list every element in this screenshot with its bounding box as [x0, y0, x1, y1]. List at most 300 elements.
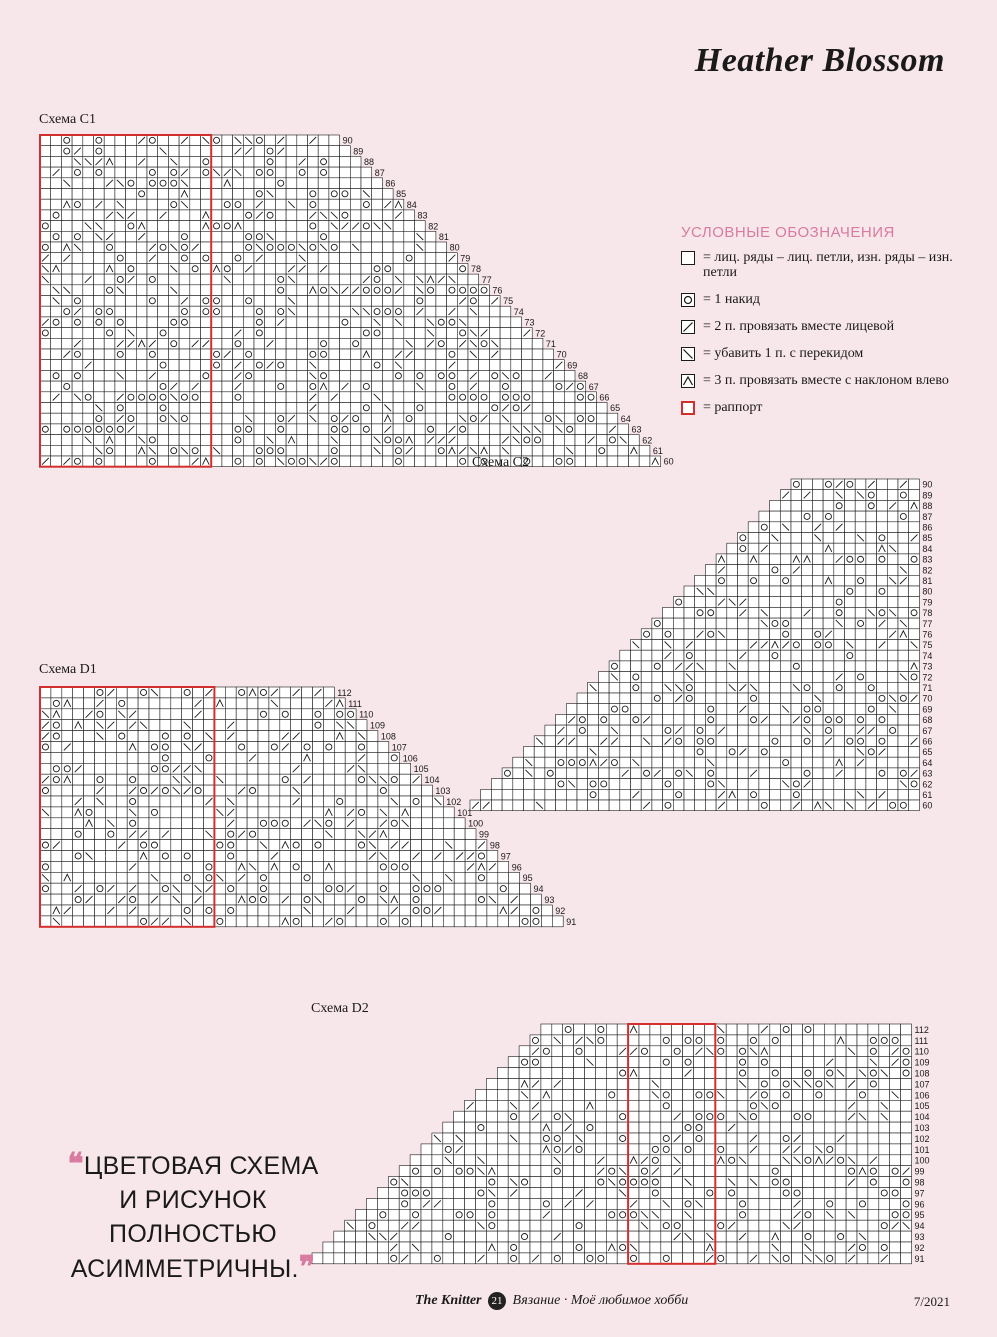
- yarn-over-icon: [530, 1057, 541, 1068]
- chart-cell: [104, 338, 115, 349]
- yarn-over-icon: [641, 629, 652, 640]
- chart-cell: [781, 1111, 792, 1122]
- chart-cell: [780, 543, 791, 554]
- chart-cell: [673, 779, 684, 790]
- k2tog-icon: [802, 490, 813, 501]
- chart-cell: [759, 693, 770, 704]
- yarn-over-icon: [168, 178, 179, 189]
- k2tog-icon: [345, 818, 356, 829]
- chart-cell: [302, 883, 313, 894]
- chart-cell: [770, 714, 781, 725]
- chart-cell: [726, 1144, 737, 1155]
- k2tog-icon: [465, 851, 476, 862]
- chart-cell: [171, 872, 182, 883]
- chart-cell: [147, 328, 158, 339]
- chart-cell: [265, 328, 276, 339]
- chart-cell: [683, 1253, 694, 1264]
- chart-cell: [824, 1220, 835, 1231]
- chart-cell: [780, 533, 791, 544]
- ssk-icon: [193, 763, 204, 774]
- yarn-over-icon: [845, 554, 856, 565]
- k3tog-icon: [61, 199, 72, 210]
- yarn-over-icon: [415, 370, 426, 381]
- chart-cell: [663, 672, 674, 683]
- chart-cell: [40, 435, 51, 446]
- k2tog-icon: [595, 1155, 606, 1166]
- chart-cell: [759, 1133, 770, 1144]
- chart-cell: [530, 1242, 541, 1253]
- chart-cell: [716, 682, 727, 693]
- yarn-over-icon: [411, 796, 422, 807]
- yarn-over-icon: [72, 231, 83, 242]
- k3tog-icon: [447, 445, 458, 456]
- chart-cell: [759, 1111, 770, 1122]
- chart-cell: [585, 1079, 596, 1090]
- chart-cell: [835, 1089, 846, 1100]
- chart-cell: [233, 242, 244, 253]
- chart-cell: [323, 796, 334, 807]
- yarn-over-icon: [411, 894, 422, 905]
- chart-cell: [415, 349, 426, 360]
- chart-cell: [334, 829, 345, 840]
- chart-cell: [436, 403, 447, 414]
- chart-cell: [511, 349, 522, 360]
- yarn-over-icon: [160, 785, 171, 796]
- chart-cell: [179, 263, 190, 274]
- chart-cell: [519, 1046, 530, 1057]
- yarn-over-icon: [265, 156, 276, 167]
- k3tog-icon: [425, 274, 436, 285]
- yarn-over-icon: [40, 242, 51, 253]
- chart-cell: [73, 709, 84, 720]
- yarn-over-icon: [617, 1242, 628, 1253]
- chart-cell: [265, 392, 276, 403]
- chart-cell: [136, 296, 147, 307]
- yarn-over-icon: [834, 500, 845, 511]
- row-number: 81: [438, 232, 449, 242]
- yarn-over-icon: [791, 661, 802, 672]
- chart-cell: [211, 210, 222, 221]
- chart-cell: [254, 413, 265, 424]
- legend-item-label: = 1 накид: [703, 292, 761, 307]
- chart-cell: [323, 687, 334, 698]
- chart-cell: [737, 1122, 748, 1133]
- chart-cell: [716, 586, 727, 597]
- ssk-icon: [297, 253, 308, 264]
- chart-cell: [447, 413, 458, 424]
- chart-cell: [845, 747, 856, 758]
- chart-cell: [243, 274, 254, 285]
- chart-cell: [222, 413, 233, 424]
- chart-cell: [609, 682, 620, 693]
- k3tog-icon: [84, 818, 95, 829]
- chart-cell: [802, 640, 813, 651]
- chart-cell: [620, 757, 631, 768]
- chart-cell: [759, 725, 770, 736]
- chart-cell: [247, 709, 258, 720]
- chart-cell: [508, 1122, 519, 1133]
- yarn-over-icon: [350, 413, 361, 424]
- yarn-over-icon: [179, 413, 190, 424]
- chart-cell: [738, 640, 749, 651]
- chart-cell: [563, 1057, 574, 1068]
- k2tog-icon: [554, 360, 565, 371]
- yarn-over-icon: [425, 285, 436, 296]
- chart-cell: [652, 704, 663, 715]
- k3tog-icon: [404, 435, 415, 446]
- ssk-icon: [171, 883, 182, 894]
- chart-cell: [748, 747, 759, 758]
- chart-cell: [511, 338, 522, 349]
- row-number: 86: [922, 522, 933, 533]
- chart-cell: [275, 156, 286, 167]
- chart-cell: [105, 774, 116, 785]
- ssk-icon: [901, 1220, 912, 1231]
- chart-cell: [388, 1209, 399, 1220]
- k3tog-icon: [812, 800, 823, 811]
- chart-cell: [211, 413, 222, 424]
- chart-cell: [243, 306, 254, 317]
- ssk-icon: [606, 1177, 617, 1188]
- chart-cell: [824, 1089, 835, 1100]
- row-number: 110: [914, 1046, 929, 1057]
- chart-cell: [813, 1111, 824, 1122]
- chart-cell: [866, 533, 877, 544]
- k2tog-icon: [508, 1188, 519, 1199]
- k3tog-icon: [136, 338, 147, 349]
- chart-cell: [211, 338, 222, 349]
- yarn-over-icon: [51, 698, 62, 709]
- chart-cell: [620, 725, 631, 736]
- chart-cell: [663, 661, 674, 672]
- ssk-icon: [225, 796, 236, 807]
- yarn-over-icon: [641, 768, 652, 779]
- chart-cell: [214, 709, 225, 720]
- row-number: 92: [914, 1242, 925, 1253]
- chart-cell: [606, 1122, 617, 1133]
- chart-cell: [323, 840, 334, 851]
- chart-cell: [297, 317, 308, 328]
- chart-cell: [748, 650, 759, 661]
- yarn-over-icon: [126, 263, 137, 274]
- chart-cell: [51, 306, 62, 317]
- chart-cell: [345, 872, 356, 883]
- chart-cell: [233, 445, 244, 456]
- yarn-over-icon: [661, 1133, 672, 1144]
- row-number: 85: [922, 533, 933, 544]
- chart-cell: [812, 500, 823, 511]
- chart-cell: [372, 242, 383, 253]
- chart-cell: [530, 1133, 541, 1144]
- ssk-icon: [868, 1057, 879, 1068]
- yarn-over-icon: [389, 752, 400, 763]
- chart-cell: [372, 403, 383, 414]
- k2tog-icon: [673, 661, 684, 672]
- yarn-over-icon: [73, 851, 84, 862]
- chart-cell: [855, 661, 866, 672]
- chart-cell: [759, 1144, 770, 1155]
- chart-cell: [95, 752, 106, 763]
- chart-cell: [770, 543, 781, 554]
- chart-cell: [126, 167, 137, 178]
- k2tog-icon: [457, 445, 468, 456]
- chart-cell: [51, 413, 62, 424]
- chart-cell: [225, 698, 236, 709]
- ssk-icon: [286, 296, 297, 307]
- chart-cell: [182, 698, 193, 709]
- chart-cell: [286, 146, 297, 157]
- chart-cell: [823, 554, 834, 565]
- chart-cell: [302, 916, 313, 927]
- ssk-icon: [694, 1198, 705, 1209]
- chart-cell: [399, 1209, 410, 1220]
- chart-cell: [350, 210, 361, 221]
- chart-cell: [748, 522, 759, 533]
- chart-cell: [834, 736, 845, 747]
- k2tog-icon: [313, 687, 324, 698]
- yarn-over-icon: [115, 403, 126, 414]
- k3tog-icon: [318, 381, 329, 392]
- k2tog-icon: [683, 1068, 694, 1079]
- k2tog-icon: [748, 1253, 759, 1264]
- chart-cell: [813, 1188, 824, 1199]
- yarn-over-icon: [489, 403, 500, 414]
- k2tog-icon: [694, 1046, 705, 1057]
- chart-cell: [620, 650, 631, 661]
- chart-cell: [835, 1144, 846, 1155]
- chart-cell: [308, 435, 319, 446]
- yarn-over-icon: [683, 1057, 694, 1068]
- row-number: 105: [413, 764, 429, 775]
- chart-cell: [823, 500, 834, 511]
- chart-cell: [334, 861, 345, 872]
- chart-cell: [61, 221, 72, 232]
- chart-cell: [340, 306, 351, 317]
- chart-cell: [51, 752, 62, 763]
- chart-cell: [286, 349, 297, 360]
- ssk-icon: [204, 731, 215, 742]
- chart-cell: [585, 1209, 596, 1220]
- k2tog-icon: [297, 156, 308, 167]
- chart-cell: [909, 747, 920, 758]
- yarn-over-icon: [574, 1144, 585, 1155]
- chart-cell: [377, 1188, 388, 1199]
- chart-cell: [823, 533, 834, 544]
- yarn-over-icon: [823, 714, 834, 725]
- chart-cell: [269, 709, 280, 720]
- k2tog-icon: [286, 413, 297, 424]
- chart-cell: [105, 742, 116, 753]
- chart-cell: [269, 785, 280, 796]
- yarn-over-icon: [168, 199, 179, 210]
- chart-cell: [704, 1035, 715, 1046]
- ssk-icon: [887, 607, 898, 618]
- chart-cell: [214, 731, 225, 742]
- chart-cell: [813, 1122, 824, 1133]
- chart-cell: [258, 731, 269, 742]
- ssk-icon: [95, 796, 106, 807]
- chart-cell: [802, 586, 813, 597]
- chart-cell: [585, 1089, 596, 1100]
- chart-cell: [770, 1046, 781, 1057]
- ssk-icon: [378, 894, 389, 905]
- k2tog-icon: [201, 338, 212, 349]
- ssk-icon: [286, 306, 297, 317]
- yarn-over-icon: [94, 424, 105, 435]
- chart-cell: [329, 317, 340, 328]
- yarn-over-icon: [447, 370, 458, 381]
- chart-cell: [254, 146, 265, 157]
- yarn-over-icon: [410, 1188, 421, 1199]
- chart-cell: [663, 757, 674, 768]
- chart-cell: [781, 1242, 792, 1253]
- chart-cell: [297, 370, 308, 381]
- chart-cell: [857, 1144, 868, 1155]
- k3tog-icon: [519, 1079, 530, 1090]
- chart-cell: [40, 306, 51, 317]
- chart-cell: [286, 135, 297, 146]
- yarn-over-icon: [158, 381, 169, 392]
- yarn-over-icon: [94, 306, 105, 317]
- chart-cell: [476, 883, 487, 894]
- row-number: 88: [922, 501, 933, 512]
- k2tog-icon: [812, 522, 823, 533]
- yarn-over-icon: [617, 1177, 628, 1188]
- ssk-icon: [361, 189, 372, 200]
- chart-cell: [340, 178, 351, 189]
- k2tog-icon: [877, 640, 888, 651]
- chart-cell: [791, 725, 802, 736]
- chart-cell: [887, 650, 898, 661]
- yarn-over-icon: [372, 306, 383, 317]
- k3tog-icon: [389, 894, 400, 905]
- chart-cell: [334, 840, 345, 851]
- ssk-icon: [855, 747, 866, 758]
- chart-cell: [84, 861, 95, 872]
- chart-cell: [308, 146, 319, 157]
- chart-cell: [596, 435, 607, 446]
- yarn-over-icon: [522, 435, 533, 446]
- k2tog-icon: [399, 1253, 410, 1264]
- chart-cell: [404, 328, 415, 339]
- chart-cell: [780, 511, 791, 522]
- chart-cell: [329, 338, 340, 349]
- chart-cell: [802, 757, 813, 768]
- k3tog-icon: [877, 543, 888, 554]
- ssk-icon: [508, 1100, 519, 1111]
- chart-cell: [247, 905, 258, 916]
- chart-cell: [190, 370, 201, 381]
- yarn-over-icon: [280, 774, 291, 785]
- chart-cell: [868, 1122, 879, 1133]
- row-number: 77: [481, 274, 492, 285]
- k2tog-icon: [479, 413, 490, 424]
- chart-cell: [759, 789, 770, 800]
- ssk-icon: [158, 146, 169, 157]
- ssk-icon: [857, 1231, 868, 1242]
- chart-cell: [877, 500, 888, 511]
- chart-cell: [372, 231, 383, 242]
- chart-cell: [233, 231, 244, 242]
- yarn-over-icon: [552, 1111, 563, 1122]
- chart-cell: [104, 135, 115, 146]
- yarn-over-icon: [179, 231, 190, 242]
- chart-cell: [84, 752, 95, 763]
- chart-cell: [487, 851, 498, 862]
- chart-cell: [318, 221, 329, 232]
- chart-cell: [704, 1133, 715, 1144]
- chart-cell: [243, 199, 254, 210]
- row-number: 95: [914, 1210, 925, 1221]
- chart-cell: [738, 779, 749, 790]
- chart-cell: [486, 1111, 497, 1122]
- yarn-over-icon: [628, 1177, 639, 1188]
- chart-cell: [104, 296, 115, 307]
- yarn-over-icon: [705, 704, 716, 715]
- row-number: 74: [922, 650, 933, 661]
- row-number: 89: [353, 146, 364, 157]
- chart-cell: [834, 575, 845, 586]
- k2tog-icon: [127, 883, 138, 894]
- chart-cell: [845, 672, 856, 683]
- chart-cell: [813, 1242, 824, 1253]
- chart-cell: [308, 253, 319, 264]
- chart-cell: [329, 156, 340, 167]
- yarn-over-icon: [190, 263, 201, 274]
- yarn-over-icon: [318, 231, 329, 242]
- chart-cell: [541, 1253, 552, 1264]
- chart-cell: [672, 1198, 683, 1209]
- yarn-over-icon: [243, 242, 254, 253]
- chart-cell: [748, 629, 759, 640]
- chart-cell: [486, 1144, 497, 1155]
- chart-cell: [868, 1144, 879, 1155]
- chart-cell: [225, 742, 236, 753]
- chart-cell: [116, 861, 127, 872]
- k3tog-icon: [73, 807, 84, 818]
- chart-cell: [361, 263, 372, 274]
- k2tog-icon: [254, 253, 265, 264]
- ssk-icon: [705, 757, 716, 768]
- chart-cell: [40, 829, 51, 840]
- chart-cell: [40, 392, 51, 403]
- ssk-icon: [834, 618, 845, 629]
- chart-cell: [563, 1133, 574, 1144]
- chart-cell: [160, 698, 171, 709]
- chart-cell: [425, 306, 436, 317]
- yarn-over-icon: [410, 1209, 421, 1220]
- k2tog-icon: [748, 1089, 759, 1100]
- k2tog-icon: [275, 135, 286, 146]
- chart-cell: [552, 1209, 563, 1220]
- ssk-icon: [486, 1188, 497, 1199]
- chart-cell: [585, 1166, 596, 1177]
- chart-cell: [641, 789, 652, 800]
- k2tog-icon: [302, 818, 313, 829]
- yarn-over-icon: [361, 285, 372, 296]
- yarn-over-icon: [340, 210, 351, 221]
- chart-cell: [574, 1198, 585, 1209]
- row-number: 62: [922, 779, 933, 790]
- ssk-icon: [127, 807, 138, 818]
- yarn-over-icon: [457, 392, 468, 403]
- chart-cell: [105, 731, 116, 742]
- ssk-icon: [727, 661, 738, 672]
- chart-cell: [606, 1220, 617, 1231]
- chart-cell: [254, 392, 265, 403]
- chart-cell: [846, 1057, 857, 1068]
- chart-cell: [574, 1231, 585, 1242]
